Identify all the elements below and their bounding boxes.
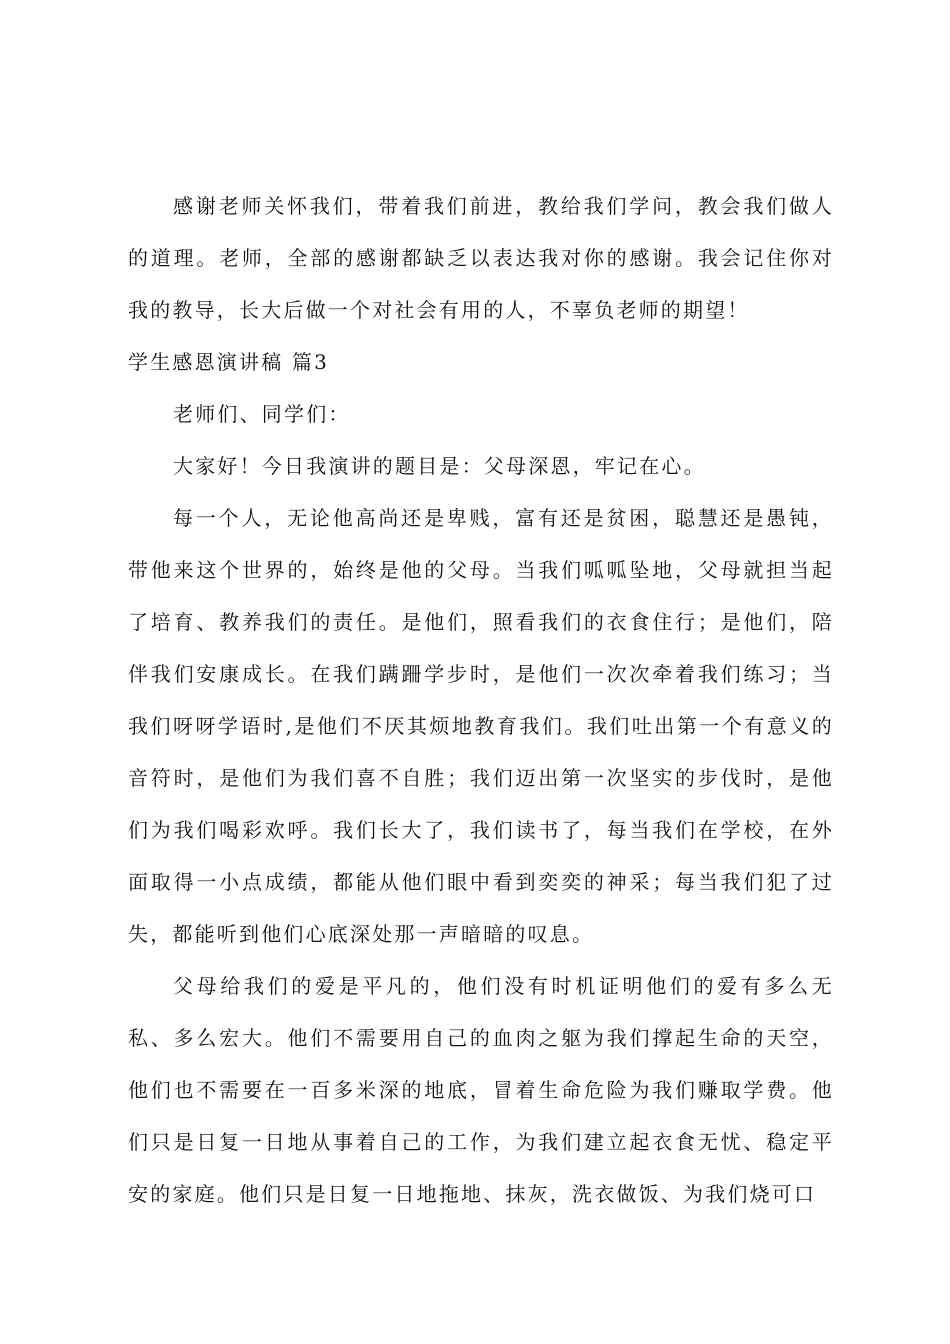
body-paragraph-ordinary-love: 父母给我们的爱是平凡的，他们没有时机证明他们的爱有多么无私、多么宏大。他们不需要用自己的血肉之躯为我们撑起生命的天空，他们也不需要在一百多米深的地底，冒着生命危险为我们赚取学费。他们只是日复一日地从事着自己的工作，为我们建立起衣食无忧、稳定平安的家庭。他们只是日复一日地拖地、抹灰，洗衣做饭、为我们烧可口 bbox=[128, 974, 834, 1206]
section-heading: 学生感恩演讲稿 篇3 bbox=[128, 350, 330, 374]
body-paragraph-parents: 每一个人，无论他高尚还是卑贱，富有还是贫困，聪慧还是愚钝，带他来这个世界的，始终是他的父母。当我们呱呱坠地，父母就担当起了培育、教养我们的责任。是他们，照看我们的衣食住行；是他们，陪伴我们安康成长。在我们蹒跚学步时，是他们一次次牵着我们练习；当我们呀呀学语时,是他们不厌其烦地教育我们。我们吐出第一个有意义的音符时，是他们为我们喜不自胜；我们迈出第一次坚实的步伐时，是他们为我们喝彩欢呼。我们长大了，我们读书了，每当我们在学校，在外面取得一小点成绩，都能从他们眼中看到奕奕的神采；每当我们犯了过失，都能听到他们心底深处那一声暗暗的叹息。 bbox=[128, 506, 834, 946]
document-page bbox=[128, 180, 834, 1220]
salutation: 老师们、同学们： bbox=[173, 402, 351, 426]
paragraph-teacher-thanks: 感谢老师关怀我们，带着我们前进，教给我们学问，教会我们做人的道理。老师，全部的感谢都缺乏以表达我对你的感谢。我会记住你对我的教导，长大后做一个对社会有用的人，不辜负老师的期望！ bbox=[128, 194, 834, 322]
greeting: 大家好！今日我演讲的题目是：父母深恩，牢记在心。 bbox=[173, 454, 706, 478]
